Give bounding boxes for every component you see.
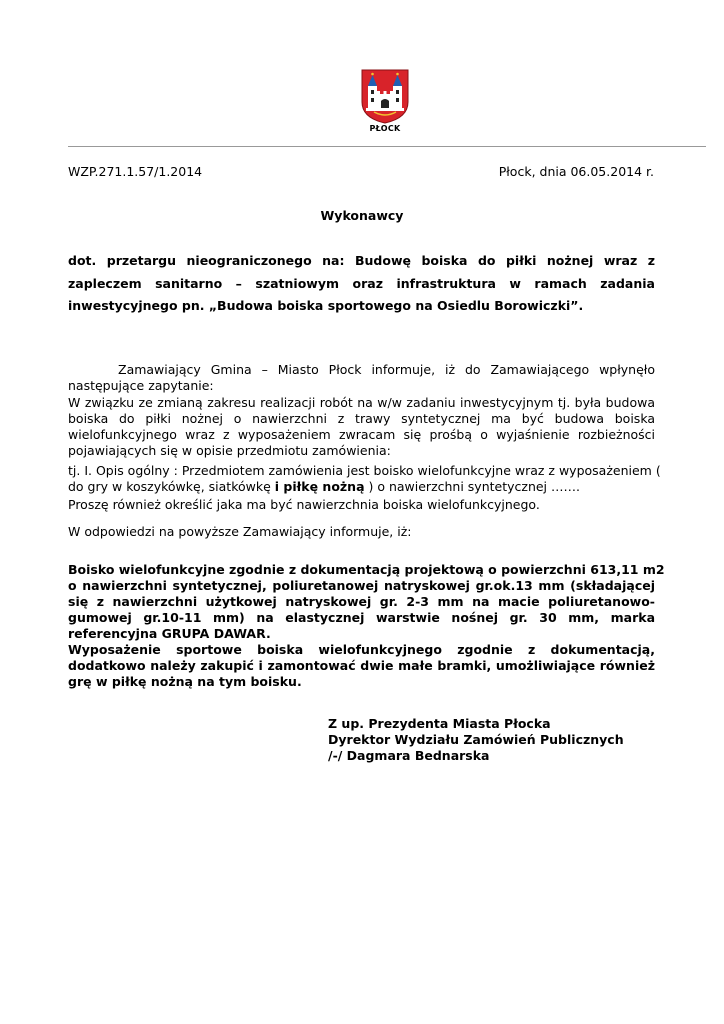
answer-line: się z nawierzchni użytkowej natryskowej gr. 2-3 mm na macie poliuretanowo- (68, 594, 655, 609)
answer-line: grę w piłkę nożną na tym boisku. (68, 674, 302, 689)
subject-line: zapleczem sanitarno – szatniowym oraz infrastruktura w ramach zadania (68, 275, 655, 291)
request-line: Proszę również określić jaka ma być nawierzchnia boiska wielofunkcyjnego. (68, 497, 540, 512)
signature-block (328, 716, 624, 764)
description-text: do gry w koszykówkę, siatkówkę (68, 479, 275, 494)
question-paragraph (68, 362, 661, 513)
question-line: wielofunkcyjnego wraz z wyposażeniem zwracam się prośbą o wyjaśnienie rozbieżności (68, 427, 655, 442)
answer-line: referencyjna GRUPA DAWAR. (68, 626, 271, 641)
place-and-date: Płock, dnia 06.05.2014 r. (498, 164, 654, 179)
subject-line: inwestycyjnego pn. „Budowa boiska sportowego na Osiedlu Borowiczki”. (68, 298, 584, 313)
answer-line: o nawierzchni syntetycznej, poliuretanowej natryskowej gr.ok.13 mm (składającej (68, 578, 655, 593)
description-bold-text: i piłkę nożną (274, 479, 365, 494)
city-name-logo-text: PŁOCK (369, 124, 401, 133)
signature-line: Z up. Prezydenta Miasta Płocka (328, 716, 551, 731)
description-line (68, 479, 655, 495)
subject-paragraph (68, 250, 655, 318)
recipient-heading: Wykonawcy (320, 208, 404, 223)
question-line: boiska do piłki nożnej o nawierzchni z trawy syntetycznej ma być budowa boiska (68, 411, 655, 426)
description-line: tj. I. Opis ogólny : Przedmiotem zamówienia jest boisko wielofunkcyjne wraz z wyposażeniem ( (68, 463, 661, 478)
answer-line: dodatkowo należy zakupić i zamontować dwie małe bramki, umożliwiające również (68, 658, 655, 673)
question-line: następujące zapytanie: (68, 378, 214, 393)
answer-line: gumowej gr.10-11 mm) na elastycznej warstwie nośnej gr. 30 mm, marka (68, 610, 655, 625)
signature-line: Dyrektor Wydziału Zamówień Publicznych (328, 732, 624, 747)
description-text: ) o nawierzchni syntetycznej ……. (364, 479, 580, 494)
city-coat-of-arms-logo (360, 68, 410, 124)
reference-number: WZP.271.1.57/1.2014 (68, 164, 203, 179)
answer-intro-line: W odpowiedzi na powyższe Zamawiający informuje, iż: (68, 524, 412, 539)
question-line: pojawiających się w opisie przedmiotu zamówienia: (68, 443, 391, 458)
answer-line: Wyposażenie sportowe boiska wielofunkcyjnego zgodnie z dokumentacją, (68, 642, 655, 657)
header-divider (68, 146, 706, 147)
question-line: Zamawiający Gmina – Miasto Płock informuje, iż do Zamawiającego wpłynęło (118, 362, 655, 377)
answer-paragraph (68, 562, 665, 690)
question-line: W związku ze zmianą zakresu realizacji robót na w/w zadaniu inwestycyjnym tj. była budowa (68, 395, 655, 410)
answer-intro (68, 524, 655, 540)
answer-line: Boisko wielofunkcyjne zgodnie z dokumentacją projektową o powierzchni 613,11 m2 (68, 562, 665, 577)
signature-line: /-/ Dagmara Bednarska (328, 748, 490, 763)
subject-line: dot. przetargu nieograniczonego na: Budowę boiska do piłki nożnej wraz z (68, 253, 655, 268)
